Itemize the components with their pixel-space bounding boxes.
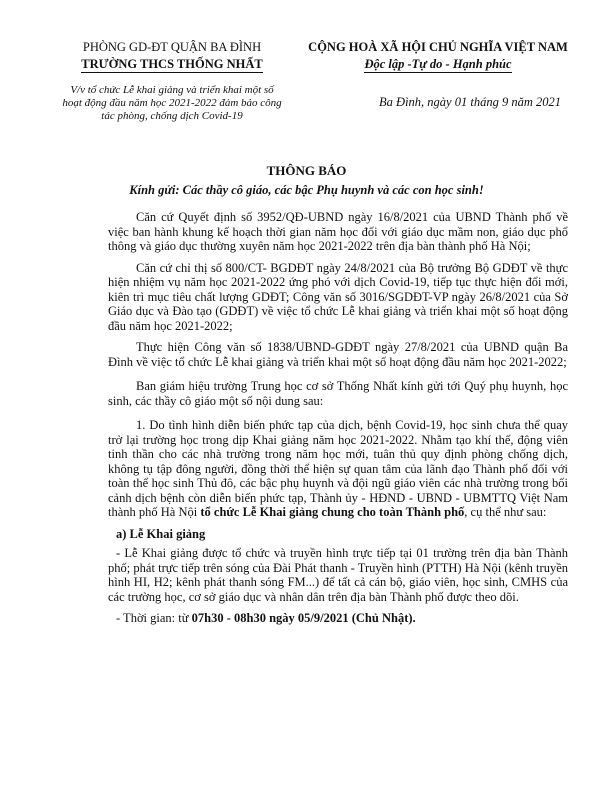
paragraph-legal-basis-3: Thực hiện Công văn số 1838/UBND-GDĐT ngày 27/8/2021 của UBND quận Ba Đình về việc tổ chức Lễ khai giảng và triển khai một số hoạt động đầu năm học 2021-2022; bbox=[108, 340, 568, 369]
section-a-heading: a) Lễ Khai giảng bbox=[116, 526, 206, 541]
department-name: PHÒNG GD-ĐT QUẬN BA ĐÌNH bbox=[82, 40, 262, 54]
school-name bbox=[62, 57, 282, 72]
greeting: Kính gửi: Các thầy cô giáo, các bậc Phụ huynh và các con học sinh! bbox=[129, 183, 484, 197]
document-body bbox=[108, 210, 568, 633]
bullet-time-prefix: - Thời gian: từ bbox=[116, 611, 192, 625]
bullet-ceremony: - Lễ Khai giảng được tổ chức và truyền hình trực tiếp tại 01 trường trên địa bàn Thành phố; phát trực tiếp trên sóng của Đài Phát thanh - Truyền hình (PTTH) Hà Nội (kênh truyền hình HI, H2; kênh phát thanh sóng FM...) để tất cả cán bộ, giáo viên, học sinh, CMHS của các trường học, cơ sở giáo dục và nhân dân trên địa bàn Thành phố được theo dõi. bbox=[108, 546, 568, 604]
paragraph-item-1 bbox=[108, 418, 568, 520]
document-subject: V/v tổ chức Lễ khai giảng và triển khai một số hoạt động đầu năm học 2021-2022 đảm bảo công tác phòng, chống dịch Covid-19 bbox=[62, 84, 282, 122]
national-title: CỘNG HOÀ XÃ HỘI CHỦ NGHĨA VIỆT NAM bbox=[308, 40, 568, 54]
item-1-tail: , cụ thể như sau: bbox=[464, 505, 547, 519]
bullet-time bbox=[108, 611, 568, 626]
document-title: THÔNG BÁO bbox=[266, 163, 347, 178]
national-motto-text: Độc lập -Tự do - Hạnh phúc bbox=[364, 57, 512, 71]
document-date: Ba Đình, ngày 01 tháng 9 năm 2021 bbox=[379, 95, 561, 109]
bullet-time-value: 07h30 - 08h30 ngày 05/9/2021 (Chủ Nhật). bbox=[191, 611, 416, 625]
national-motto bbox=[288, 57, 588, 72]
item-1-bold: tổ chức Lễ Khai giảng chung cho toàn Thành phố bbox=[200, 505, 465, 519]
item-1-text: 1. Do tình hình diễn biến phức tạp của dịch, bệnh Covid-19, học sinh chưa thể quay trở lại trường học trong dịp Khai giảng năm học 2021-2022. Nhằm tạo khí thế, động viên tinh thần cho các nhà trường trong năm học mới, tuân thủ quy định phòng chống dịch, không tụ tập đông người, đồng thời thể hiện sự quan tâm của lãnh đạo Thành phố đối với toàn thể học sinh Thủ đô, các bậc phụ huynh và đội ngũ giáo viên các nhà trường trong bối cảnh dịch bệnh còn diễn biến phức tạp, Thành ủy - HĐND - UBND - UBMTTQ Việt Nam thành phố Hà Nội bbox=[108, 418, 568, 519]
school-name-text: TRƯỜNG THCS THỐNG NHẤT bbox=[81, 57, 263, 71]
paragraph-legal-basis-2: Căn cứ chỉ thị số 800/CT- BGDĐT ngày 24/8/2021 của Bộ trưởng Bộ GDĐT về thực hiện nhiệm vụ năm học 2021-2022 ứng phó với dịch Covid-19, tiếp tục thực hiện đổi mới, kiên trì mục tiêu chất lượng GDĐT; Công văn số 3016/SGDĐT-VP ngày 26/8/2021 của Sở Giáo dục và Đào tạo (GDĐT) về việc tổ chức Lễ khai giảng và triển khai một số hoạt động đầu năm học 2021-2022; bbox=[108, 260, 568, 333]
paragraph-legal-basis-1: Căn cứ Quyết định số 3952/QĐ-UBND ngày 16/8/2021 của UBND Thành phố về việc ban hành khung kế hoạch thời gian năm học đối với giáo dục mầm non, giáo dục phổ thông và giáo dục thường xuyên năm học 2021-2022 trên địa bàn thành phố Hà Nội; bbox=[108, 210, 568, 253]
paragraph-intro: Ban giám hiệu trường Trung học cơ sở Thống Nhất kính gửi tới Quý phụ huynh, học sinh, các thầy cô giáo một số nội dung sau: bbox=[108, 379, 568, 408]
